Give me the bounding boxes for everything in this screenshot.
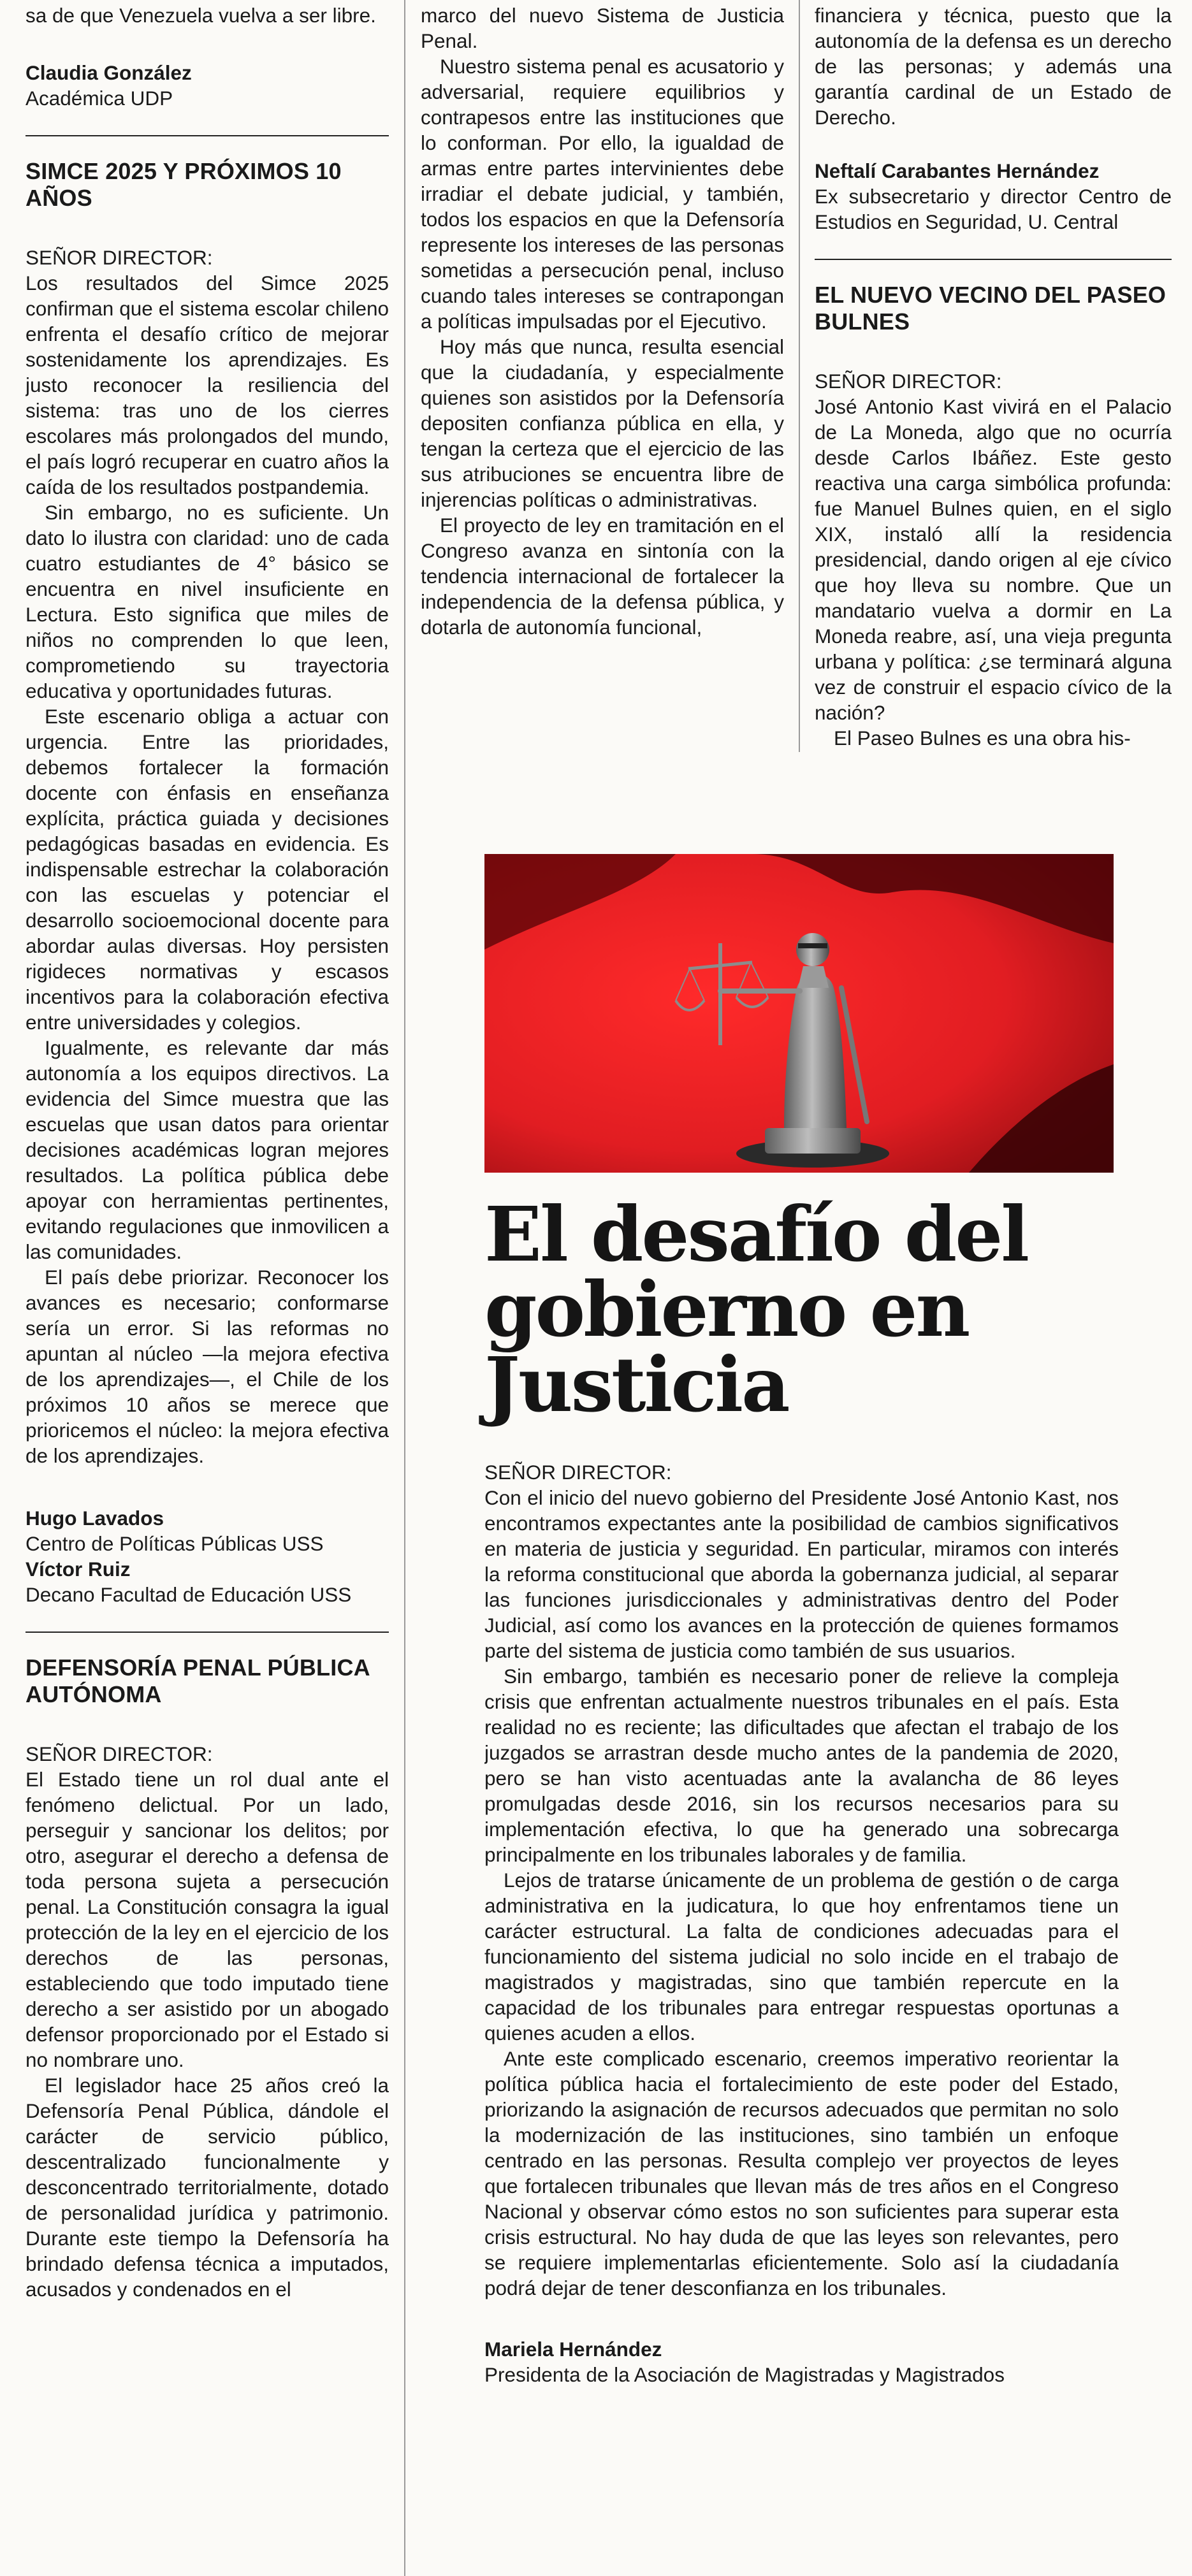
feature-title-line: El desafío del bbox=[484, 1190, 1028, 1278]
column-rule-1 bbox=[404, 0, 405, 2576]
separator bbox=[25, 1632, 389, 1633]
signature-role: Académica UDP bbox=[25, 87, 173, 110]
signature-role: Decano Facultad de Educación USS bbox=[25, 1583, 352, 1606]
paragraph: Igualmente, es relevante dar más autonomía a los equipos directivos. La evidencia del Simce muestra que las escuelas que usan datos para orientar decisiones académicas logran mejores resultados. La política pública debe apoyar con herramientas pertinentes, evitando regulaciones que inmovilicen a las comunidades. bbox=[25, 1036, 389, 1263]
feature-letter bbox=[484, 1459, 1119, 2568]
paragraph: Este escenario obliga a actuar con urgencia. Entre las prioridades, debemos fortalecer la formación docente con énfasis en enseñanza explícita, práctica guiada y decisiones pedagógicas basadas en evidencia. Es indispensable estrechar la colaboración con las escuelas y potenciar el desarrollo socioemocional docente para abordar aulas diversas. Hoy persisten rigideces normativas y escasos incentivos para la colaboración efectiva entre universidades y colegios. bbox=[25, 705, 389, 1034]
salutation: SEÑOR DIRECTOR: bbox=[25, 1742, 213, 1765]
letter-defensoria bbox=[25, 1654, 389, 2302]
paragraph: financiera y técnica, puesto que la autonomía de la defensa es un derecho de las personas; y además una garantía cardinal de un Estado de Derecho. bbox=[815, 4, 1172, 129]
paragraph: Sin embargo, no es suficiente. Un dato lo ilustra con claridad: uno de cada cuatro estudiantes de 4° básico se encuentra en nivel insuficiente en Lectura. Esto significa que miles de niños no comprenden lo que leen, comprometiendo su trayectoria educativa y oportunidades futuras. bbox=[25, 501, 389, 702]
signature-role: Centro de Políticas Públicas USS bbox=[25, 1532, 324, 1555]
letter-title: SIMCE 2025 Y PRÓXIMOS 10 AÑOS bbox=[25, 158, 342, 211]
letter-title: DEFENSORÍA PENAL PÚBLICA AUTÓNOMA bbox=[25, 1654, 370, 1707]
paragraph: José Antonio Kast vivirá en el Palacio de La Moneda, algo que no ocurría desde Carlos Ibáñez. Este gesto reactiva una carga simbólica profunda: fue Manuel Bulnes quien, en el siglo XIX, instaló allí la residencia presidencial, dando origen al eje cívico que hoy lleva su nombre. Que un mandatario vuelva a dormir en La Moneda reabre, así, una vieja pregunta urbana y política: ¿se terminará alguna vez de construir el espacio cívico de la nación? bbox=[815, 395, 1172, 724]
signature-neftali bbox=[815, 158, 1172, 235]
salutation: SEÑOR DIRECTOR: bbox=[25, 246, 213, 269]
paragraph: Lejos de tratarse únicamente de un problema de gestión o de carga administrativa en la judicatura, lo que hoy enfrentamos tiene un carácter estructural. La falta de condiciones adecuadas para el funcionamiento del sistema judicial no solo incide en el trabajo de magistrados y magistradas, sino que también repercute en la capacidad de los tribunales para entregar respuestas oportunas a quienes acuden a ellos. bbox=[484, 1869, 1119, 2044]
lady-justice-illustration bbox=[484, 854, 1114, 1173]
signature-prev bbox=[25, 60, 389, 111]
paragraph: marco del nuevo Sistema de Justicia Penal. bbox=[421, 4, 784, 52]
signature-1 bbox=[25, 1505, 389, 1607]
paragraph: Con el inicio del nuevo gobierno del Presidente José Antonio Kast, nos encontramos expectantes ante la posibilidad de cambios significativos en materia de justicia y seguridad. En particular, miramos con interés la reforma constitucional que aborda la gobernanza judicial, al separar las funciones jurisdiccionales y administrativas dentro del Poder Judicial, así como los avances en la protección de quienes formamos parte del sistema de justicia como también de sus usuarios. bbox=[484, 1486, 1119, 1662]
column-3 bbox=[815, 0, 1172, 752]
signature-name: Mariela Hernández bbox=[484, 2338, 662, 2361]
paragraph: El país debe priorizar. Reconocer los avances es necesario; conformarse sería un error. Si las reformas no apuntan al núcleo —la mejora efectiva de los aprendizajes—, el Chile de los próximos 10 años se merece que prioricemos el núcleo: la mejora efectiva de los aprendizajes. bbox=[25, 1266, 389, 1467]
paragraph: El legislador hace 25 años creó la Defensoría Penal Pública, dándole el carácter de servicio público, descentralizado funcionalmente y desconcentrado territorialmente, dotado de personalidad jurídica y patrimonio. Durante este tiempo la Defensoría ha brindado defensa técnica a imputados, acusados y condenados en el bbox=[25, 2074, 389, 2301]
separator bbox=[25, 135, 389, 136]
signature-name: Neftalí Carabantes Hernández bbox=[815, 159, 1100, 182]
paragraph: El Estado tiene un rol dual ante el fenómeno delictual. Por un lado, perseguir y sancionar los delitos; por otro, asegurar el derecho a defensa de toda persona sujeta a persecución penal. La Constitución consagra la igual protección de la ley en el ejercicio de los derechos de las personas, estableciendo que todo imputado tiene derecho a ser asistido por un abogado defensor proporcionado por el Estado si no nombrare uno. bbox=[25, 1768, 389, 2071]
salutation: SEÑOR DIRECTOR: bbox=[484, 1461, 672, 1484]
paragraph: Los resultados del Simce 2025 confirman que el sistema escolar chileno enfrenta el desafío crítico de mejorar sostenidamente los aprendizajes. Es justo reconocer la resiliencia del sistema: tras uno de los cierres escolares más prolongados del mundo, el país logró recuperar en cuatro años la caída de los resultados postpandemia. bbox=[25, 271, 389, 498]
column-2 bbox=[421, 0, 784, 752]
letter-simce bbox=[25, 158, 389, 1607]
separator bbox=[815, 259, 1172, 260]
signature-role: Presidenta de la Asociación de Magistradas y Magistrados bbox=[484, 2363, 1005, 2386]
paragraph: Ante este complicado escenario, creemos imperativo reorientar la política pública hacia el fortalecimiento de este poder del Estado, priorizando la asignación de recursos adecuados que permitan no solo la modernización de las instituciones, sino también un enfoque centrado en las personas. Resulta complejo ver proyectos de leyes que fortalecen tribunales que llevan más de tres años en el Congreso Nacional y observar cómo estos no son suficientes para superar esta crisis estructural. No hay duda de que las leyes son relevantes, pero se requiere implementarlas eficientemente. Solo así la ciudadanía podrá dejar de tener desconfianza en los tribunales. bbox=[484, 2047, 1119, 2299]
paragraph: El proyecto de ley en tramitación en el Congreso avanza en sintonía con la tendencia internacional de fortalecer la independencia de la defensa pública, y dotarla de autonomía funcional, bbox=[421, 514, 784, 639]
paragraph: Sin embargo, también es necesario poner de relieve la compleja crisis que enfrentan actualmente nuestros tribunales en el país. Esta realidad no es reciente; las dificultades que afectan el trabajo de los juzgados se arrastran desde mucho antes de la pandemia de 2020, pero se han visto acentuadas ante la avalancha de 86 leyes promulgadas desde 2016, sin los recursos necesarios para su implementación efectiva, lo que ha generado una sobrecarga principalmente en los tribunales laborales y de familia. bbox=[484, 1665, 1119, 1866]
signature-name: Claudia González bbox=[25, 61, 192, 84]
paragraph: Hoy más que nunca, resulta esencial que la ciudadanía, y especialmente quienes son asistidos por la Defensoría depositen confianza pública en ella, y tengan la certeza que el ejercicio de las sus atribuciones se encuentra libre de injerencias políticas o administrativas. bbox=[421, 335, 784, 511]
signature-name: Víctor Ruiz bbox=[25, 1558, 131, 1581]
letter-title: EL NUEVO VECINO DEL PASEO BULNES bbox=[815, 282, 1167, 335]
paragraph: El Paseo Bulnes es una obra his- bbox=[834, 727, 1131, 749]
signature-role: Ex subsecretario y director Centro de Estudios en Seguridad, U. Central bbox=[815, 185, 1172, 233]
feature-title bbox=[484, 1190, 1122, 1429]
carryover-text: sa de que Venezuela vuelva a ser libre. bbox=[25, 4, 376, 27]
signature-mariela bbox=[484, 2336, 1119, 2387]
letter-paseo-bulnes bbox=[815, 282, 1172, 751]
feature-title-line: gobierno en bbox=[484, 1265, 969, 1354]
column-1 bbox=[25, 0, 389, 2576]
paragraph: Nuestro sistema penal es acusatorio y adversarial, requiere equilibrios y contrapesos entre las instituciones que lo conforman. Por ello, la igualdad de armas entre partes intervinientes debe irradiar el debate judicial, y también, todos los espacios en que la Defensoría represente los intereses de las personas sometidas a persecución penal, incluso cuando tales intereses se contrapongan a políticas impulsadas por el Ejecutivo. bbox=[421, 55, 784, 333]
signature-name: Hugo Lavados bbox=[25, 1507, 164, 1530]
feature-title-line: Justicia bbox=[484, 1340, 789, 1429]
salutation: SEÑOR DIRECTOR: bbox=[815, 370, 1002, 393]
column-rule-2 bbox=[799, 0, 800, 752]
